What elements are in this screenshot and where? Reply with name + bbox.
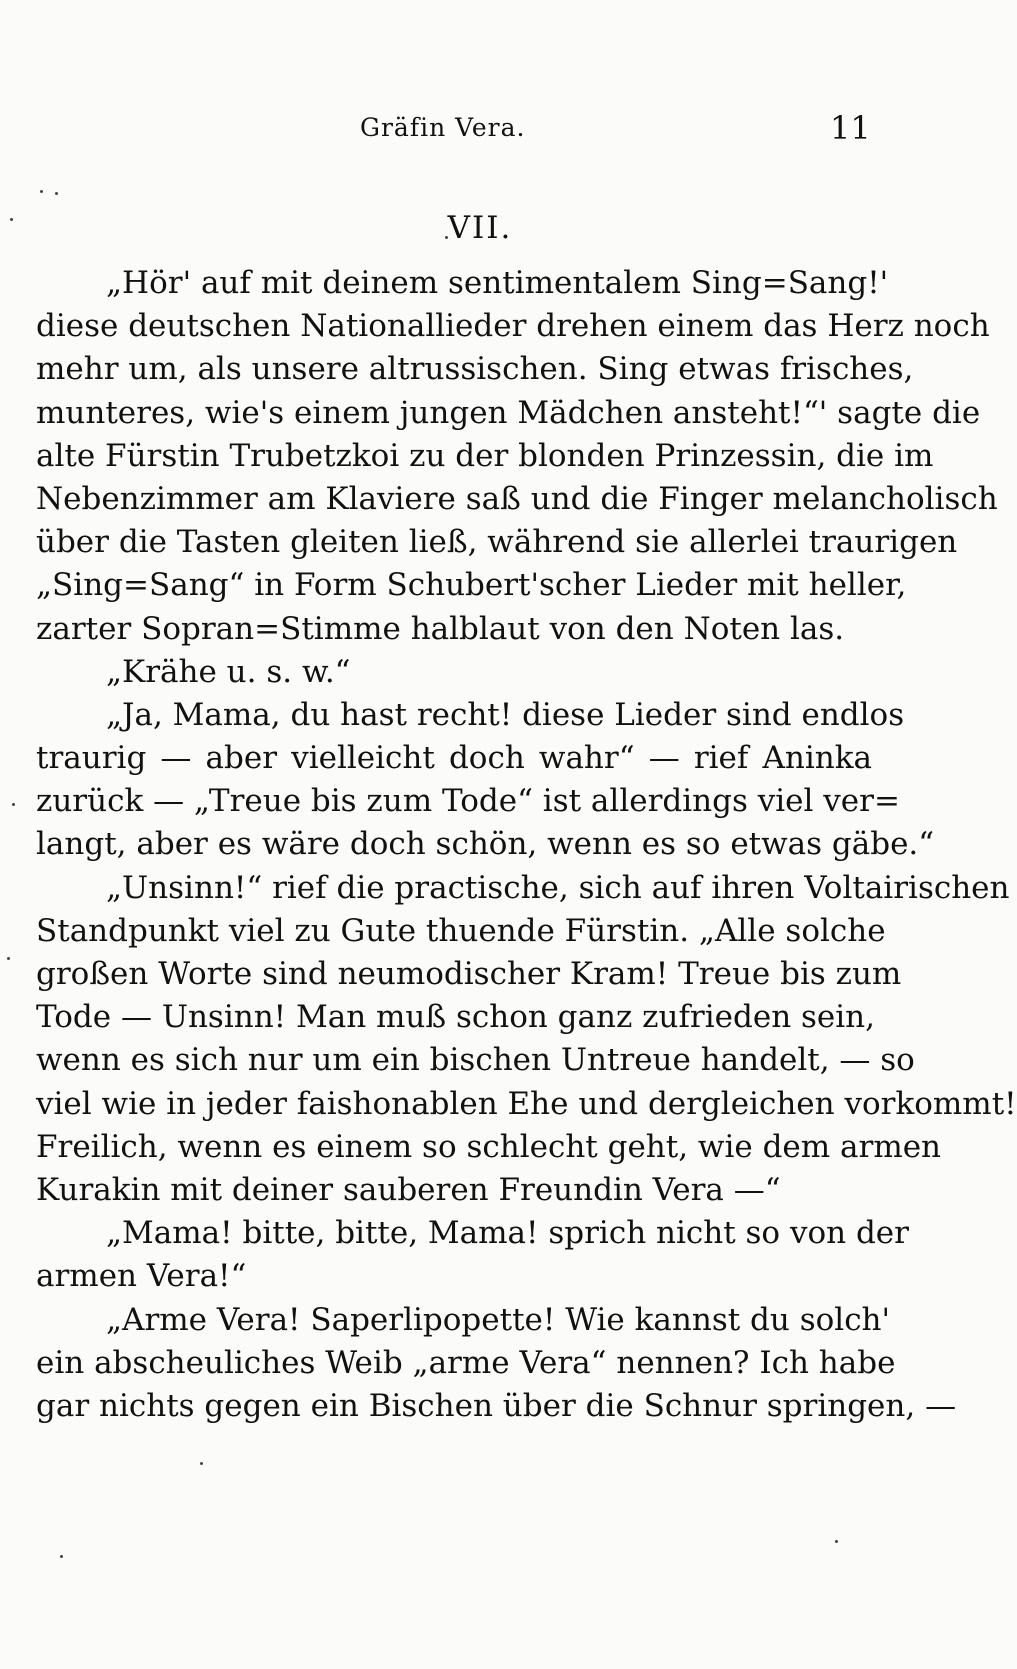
text-line: alte Fürstin Trubetzkoi zu der blonden Prinzessin, die im <box>36 437 934 474</box>
text-line: „Krähe u. s. w.“ <box>106 653 351 690</box>
running-title: Gräfin Vera. <box>360 113 526 142</box>
scan-speck <box>835 1540 838 1543</box>
text-line: Standpunkt viel zu Gute thuende Fürstin. „Alle solche <box>36 912 886 949</box>
scan-speck <box>200 1462 203 1465</box>
scan-speck <box>10 218 13 221</box>
scan-speck <box>60 1555 63 1558</box>
chapter-heading <box>0 210 1000 246</box>
running-head <box>0 109 1000 153</box>
text-line: munteres, wie's einem jungen Mädchen ansteht!“' sagte die <box>36 394 981 431</box>
scan-speck <box>55 192 58 195</box>
scan-speck <box>445 236 448 239</box>
text-line: ein abscheuliches Weib „arme Vera“ nennen? Ich habe <box>36 1344 896 1381</box>
text-line: mehr um, als unsere altrussischen. Sing etwas frisches, <box>36 351 914 388</box>
text-line: „Hör' auf mit deinem sentimentalem Sing=Sang!' <box>106 265 889 301</box>
scan-speck <box>12 803 15 806</box>
text-line: „Arme Vera! Saperlipopette! Wie kannst du solch' <box>106 1301 891 1338</box>
text-line: zurück — „Treue bis zum Tode“ ist allerdings viel ver= <box>36 783 900 820</box>
text-line: wenn es sich nur um ein bischen Untreue handelt, — so <box>36 1042 915 1079</box>
body-text <box>36 262 1017 1428</box>
text-line: armen Vera!“ <box>36 1258 247 1295</box>
text-line: „Ja, Mama, du hast recht! diese Lieder sind endlos <box>106 696 905 733</box>
text-line: gar nichts gegen ein Bischen über die Schnur springen, — <box>36 1387 957 1424</box>
text-line: viel wie in jeder faishonablen Ehe und dergleichen vorkommt! <box>36 1085 1017 1122</box>
scan-speck <box>40 190 43 193</box>
text-line: „Mama! bitte, bitte, Mama! sprich nicht so von der <box>106 1215 909 1252</box>
text-line: diese deutschen Nationallieder drehen einem das Herz noch <box>36 308 990 345</box>
text-line: Nebenzimmer am Klaviere saß und die Finger melancholisch <box>36 480 998 517</box>
text-line: großen Worte sind neumodischer Kram! Treue bis zum <box>36 956 902 992</box>
text-line: traurig — aber vielleicht doch wahr“ — rief Aninka <box>36 740 872 777</box>
text-line: Kurakin mit deiner sauberen Freundin Vera —“ <box>36 1171 781 1208</box>
text-line: Tode — Unsinn! Man muß schon ganz zufrieden sein, <box>36 999 875 1036</box>
text-line: über die Tasten gleiten ließ, während sie allerlei traurigen <box>36 524 958 561</box>
text-line: Freilich, wenn es einem so schlecht geht, wie dem armen <box>36 1128 942 1165</box>
chapter-number: VII. <box>447 210 513 246</box>
scan-speck <box>7 957 10 960</box>
text-line: „Sing=Sang“ in Form Schubert'scher Lieder mit heller, <box>36 567 907 604</box>
text-line: „Unsinn!“ rief die practische, sich auf ihren Voltairischen <box>106 869 1010 906</box>
text-line: zarter Sopran=Stimme halblaut von den Noten las. <box>36 610 845 647</box>
page-number: 11 <box>830 109 871 147</box>
text-line: langt, aber es wäre doch schön, wenn es so etwas gäbe.“ <box>36 826 935 863</box>
